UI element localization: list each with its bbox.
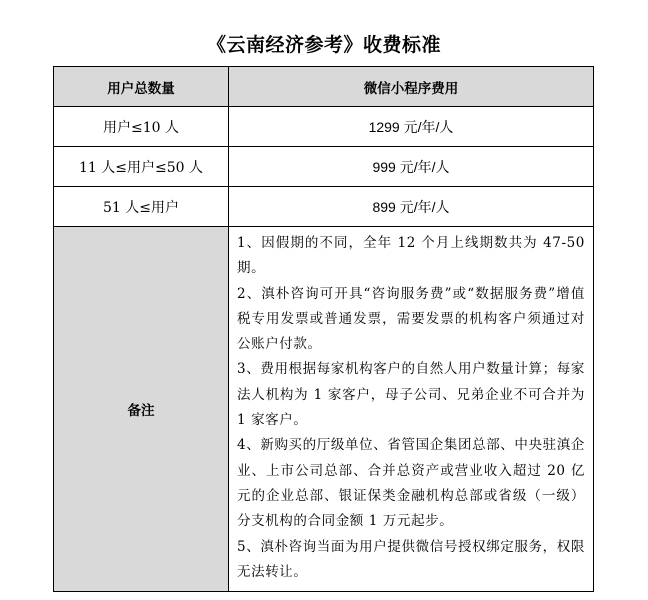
notes-label: 备注 xyxy=(54,227,229,592)
table-row xyxy=(54,107,594,147)
notes-cell xyxy=(229,227,594,592)
fee-cell: 899 元/年/人 xyxy=(229,187,594,227)
document-title: 《云南经济参考》收费标准 xyxy=(206,34,441,56)
table-row xyxy=(54,187,594,227)
notes-row xyxy=(54,227,594,592)
user-range-cell: 用户≤10 人 xyxy=(54,107,229,147)
table-header-row xyxy=(54,67,594,107)
fee-cell: 999 元/年/人 xyxy=(229,147,594,187)
note-item: 4、新购买的厅级单位、省管国企集团总部、中央驻滇企业、上市公司总部、合并总资产或营业收入超过 20 亿元的企业总部、银证保类金融机构总部或省级（一级）分支机构的合同金额 1 万元起步。 xyxy=(237,437,585,530)
table-row xyxy=(54,147,594,187)
fee-cell: 1299 元/年/人 xyxy=(229,107,594,147)
header-user-count: 用户总数量 xyxy=(54,67,229,107)
note-item: 1、因假期的不同，全年 12 个月上线期数共为 47-50 期。 xyxy=(237,235,585,277)
note-item: 5、滇朴咨询当面为用户提供微信号授权绑定服务，权限无法转让。 xyxy=(237,538,585,580)
note-item: 2、滇朴咨询可开具“咨询服务费”或“数据服务费”增值税专用发票或普通发票，需要发票的机构客户须通过对公账户付款。 xyxy=(237,285,585,353)
user-range-cell: 51 人≤用户 xyxy=(54,187,229,227)
note-item: 3、费用根据每家机构客户的自然人用户数量计算；每家法人机构为 1 家客户，母子公司、兄弟企业不可合并为 1 家客户。 xyxy=(237,361,585,429)
user-range-cell: 11 人≤用户≤50 人 xyxy=(54,147,229,187)
header-mini-program-fee: 微信小程序费用 xyxy=(229,67,594,107)
fee-table xyxy=(53,66,594,592)
